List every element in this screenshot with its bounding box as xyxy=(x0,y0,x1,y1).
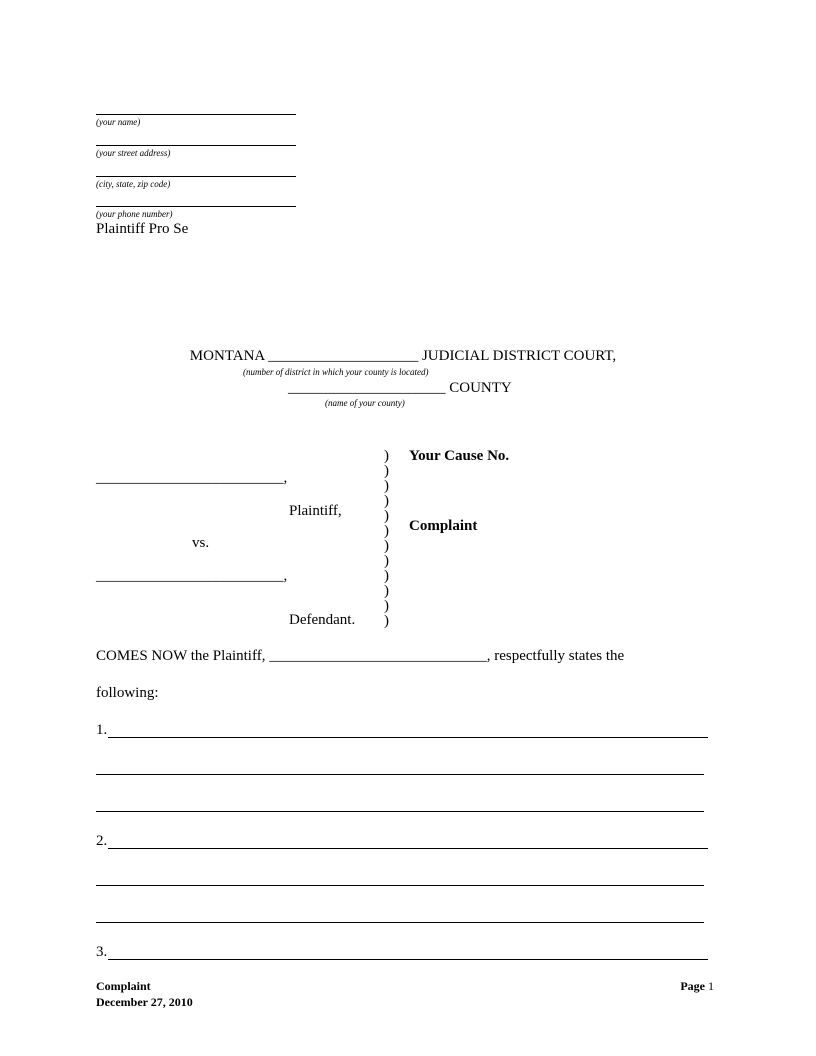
paren: ) xyxy=(384,538,389,554)
item-1-line-3[interactable] xyxy=(96,811,704,812)
plaintiff-pro-se-label: Plaintiff Pro Se xyxy=(96,221,189,237)
court-heading xyxy=(0,348,806,365)
street-address-line[interactable] xyxy=(96,145,296,146)
intro-prefix: COMES NOW the Plaintiff, xyxy=(96,648,266,664)
page-label: Page xyxy=(680,979,705,993)
paren: ) xyxy=(384,493,389,509)
city-state-zip-line[interactable] xyxy=(96,176,296,177)
county-blank[interactable]: _____________________ xyxy=(288,380,446,396)
county-label: COUNTY xyxy=(449,380,512,396)
paren: ) xyxy=(384,583,389,599)
county-line xyxy=(288,380,512,397)
county-caption: (name of your county) xyxy=(325,398,405,408)
footer-title: Complaint xyxy=(96,979,151,993)
city-state-zip-caption: (city, state, zip code) xyxy=(96,179,171,189)
district-number-blank[interactable]: ____________________ xyxy=(268,348,419,364)
page-number: 1 xyxy=(708,979,714,993)
plaintiff-label: Plaintiff, xyxy=(289,503,342,519)
document-type-label: Complaint xyxy=(409,518,478,534)
footer-page xyxy=(660,979,714,994)
paren: ) xyxy=(384,598,389,614)
plaintiff-name-blank[interactable]: _________________________, xyxy=(96,470,288,486)
item-1-line-1[interactable] xyxy=(108,737,708,738)
name-line[interactable] xyxy=(96,114,296,115)
paren: ) xyxy=(384,613,389,629)
vs-label: vs. xyxy=(192,535,210,551)
paren: ) xyxy=(384,508,389,524)
intro-line xyxy=(96,648,624,665)
paren: ) xyxy=(384,478,389,494)
paren: ) xyxy=(384,448,389,464)
defendant-name-blank[interactable]: _________________________, xyxy=(96,568,288,584)
court-state: MONTANA xyxy=(189,348,265,364)
defendant-label: Defendant. xyxy=(289,612,356,628)
paren: ) xyxy=(384,523,389,539)
phone-number-caption: (your phone number) xyxy=(96,209,173,219)
paren: ) xyxy=(384,463,389,479)
footer-date: December 27, 2010 xyxy=(96,995,193,1009)
item-number-1: 1. xyxy=(96,722,108,738)
court-name: JUDICIAL DISTRICT COURT, xyxy=(421,348,617,364)
paren: ) xyxy=(384,553,389,569)
item-number-3: 3. xyxy=(96,944,108,960)
cause-number-label: Your Cause No. xyxy=(409,448,510,464)
item-1-line-2[interactable] xyxy=(96,774,704,775)
item-2-line-2[interactable] xyxy=(96,885,704,886)
item-2-line-1[interactable] xyxy=(108,848,708,849)
name-caption: (your name) xyxy=(96,117,141,127)
intro-line-2: following: xyxy=(96,685,159,701)
intro-suffix: , respectfully states the xyxy=(486,648,625,664)
plaintiff-name-intro-blank[interactable]: _____________________________ xyxy=(269,648,487,664)
item-3-line-1[interactable] xyxy=(108,959,708,960)
phone-number-line[interactable] xyxy=(96,206,296,207)
item-2-line-3[interactable] xyxy=(96,922,704,923)
street-address-caption: (your street address) xyxy=(96,148,171,158)
paren: ) xyxy=(384,568,389,584)
district-caption: (number of district in which your county is located) xyxy=(243,367,429,377)
caption-parentheses xyxy=(384,449,389,629)
item-number-2: 2. xyxy=(96,833,108,849)
